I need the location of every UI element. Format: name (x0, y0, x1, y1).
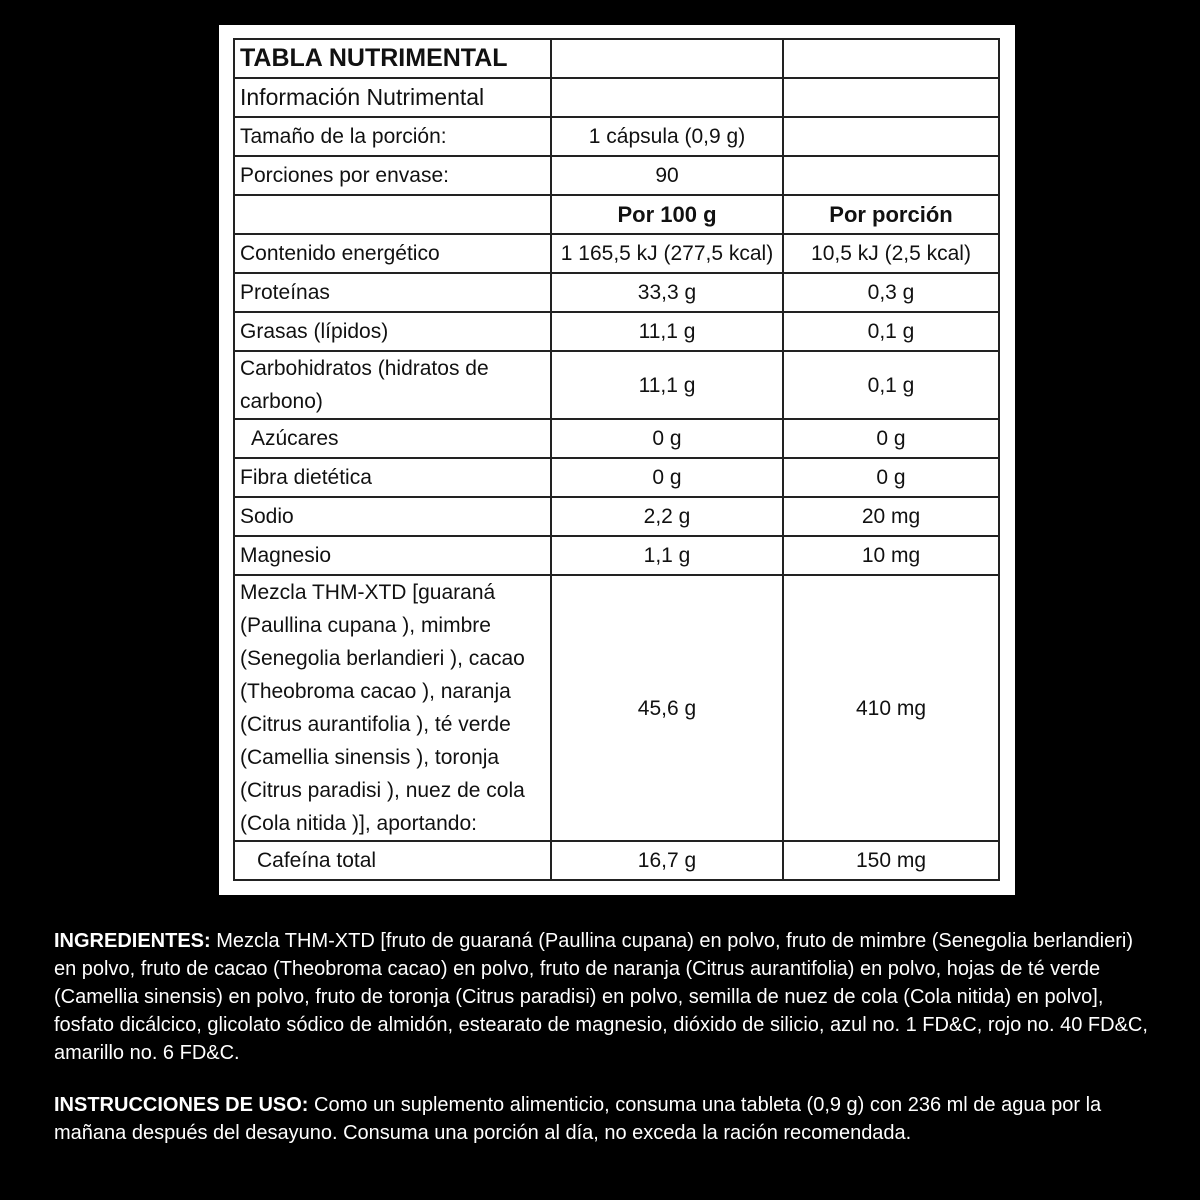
table-row (234, 234, 999, 273)
column-header-row (234, 195, 999, 234)
table-title-row (234, 39, 999, 78)
nutrient-portion: 0,1 g (783, 351, 999, 419)
table-row (234, 419, 999, 458)
nutrient-portion: 10 mg (783, 536, 999, 575)
column-header-portion: Por porción (783, 195, 999, 234)
nutrient-per100: 11,1 g (551, 351, 783, 419)
instructions-paragraph (54, 1091, 1154, 1147)
nutrient-name: Magnesio (234, 536, 551, 575)
nutrition-table (233, 38, 1000, 881)
nutrient-per100: 0 g (551, 419, 783, 458)
nutrient-portion: 0 g (783, 419, 999, 458)
nutrient-per100: 16,7 g (551, 841, 783, 880)
servings-row (234, 156, 999, 195)
table-subtitle: Información Nutrimental (234, 78, 551, 117)
nutrient-per100: 45,6 g (551, 575, 783, 841)
ingredients-paragraph (54, 927, 1154, 1067)
nutrient-name: Fibra dietética (234, 458, 551, 497)
ingredients-label: INGREDIENTES: (54, 930, 211, 952)
serving-size-value: 1 cápsula (0,9 g) (551, 117, 783, 156)
serving-size-label: Tamaño de la porción: (234, 117, 551, 156)
nutrient-per100: 0 g (551, 458, 783, 497)
nutrient-per100: 11,1 g (551, 312, 783, 351)
nutrition-panel (219, 25, 1015, 895)
nutrient-name: Sodio (234, 497, 551, 536)
nutrient-per100: 1,1 g (551, 536, 783, 575)
nutrient-portion: 0,1 g (783, 312, 999, 351)
instructions-text: Como un suplemento alimenticio, consuma una tableta (0,9 g) con 236 ml de agua por la mañana después del desayuno. Consuma una porción al día, no exceda la ración recomendada. (54, 1094, 1102, 1144)
nutrient-portion: 10,5 kJ (2,5 kcal) (783, 234, 999, 273)
table-row (234, 312, 999, 351)
nutrient-per100: 1 165,5 kJ (277,5 kcal) (551, 234, 783, 273)
table-row (234, 273, 999, 312)
nutrient-portion: 0,3 g (783, 273, 999, 312)
nutrient-per100: 33,3 g (551, 273, 783, 312)
nutrient-name: Mezcla THM-XTD [guaraná (Paullina cupana ), mimbre (Senegolia berlandieri ), cacao (Theobroma cacao ), naranja (Citrus aurantifolia ), té verde (Camellia sinensis ), toronja (Citrus paradisi ), nuez de cola (Cola nitida )], aportando: (234, 575, 551, 841)
ingredients-text: Mezcla THM-XTD [fruto de guaraná (Paullina cupana) en polvo, fruto de mimbre (Senegolia berlandieri) en polvo, fruto de cacao (Theobroma cacao) en polvo, fruto de naranja (Citrus aurantifolia) en polvo, hojas de té verde (Camellia sinensis) en polvo, fruto de toronja (Citrus paradisi) en polvo, semilla de nuez de cola (Cola nitida) en polvo], fosfato dicálcico, glicolato sódico de almidón, estearato de magnesio, dióxido de silicio, azul no. 1 FD&C, rojo no. 40 FD&C, amarillo no. 6 FD&C. (54, 930, 1148, 1064)
table-row (234, 458, 999, 497)
table-subtitle-row (234, 78, 999, 117)
nutrient-portion: 150 mg (783, 841, 999, 880)
nutrient-portion: 20 mg (783, 497, 999, 536)
serving-size-row (234, 117, 999, 156)
nutrient-name: Carbohidratos (hidratos de carbono) (234, 351, 551, 419)
nutrient-per100: 2,2 g (551, 497, 783, 536)
nutrient-name: Grasas (lípidos) (234, 312, 551, 351)
nutrient-portion: 410 mg (783, 575, 999, 841)
table-row (234, 575, 999, 841)
nutrient-name: Contenido energético (234, 234, 551, 273)
column-header-100g: Por 100 g (551, 195, 783, 234)
nutrient-name: Proteínas (234, 273, 551, 312)
table-row (234, 841, 999, 880)
nutrient-name: Cafeína total (234, 841, 551, 880)
table-title: TABLA NUTRIMENTAL (234, 39, 551, 78)
servings-value: 90 (551, 156, 783, 195)
nutrient-portion: 0 g (783, 458, 999, 497)
table-row (234, 351, 999, 419)
servings-label: Porciones por envase: (234, 156, 551, 195)
table-row (234, 497, 999, 536)
table-row (234, 536, 999, 575)
nutrient-name: Azúcares (234, 419, 551, 458)
instructions-label: INSTRUCCIONES DE USO: (54, 1094, 309, 1116)
